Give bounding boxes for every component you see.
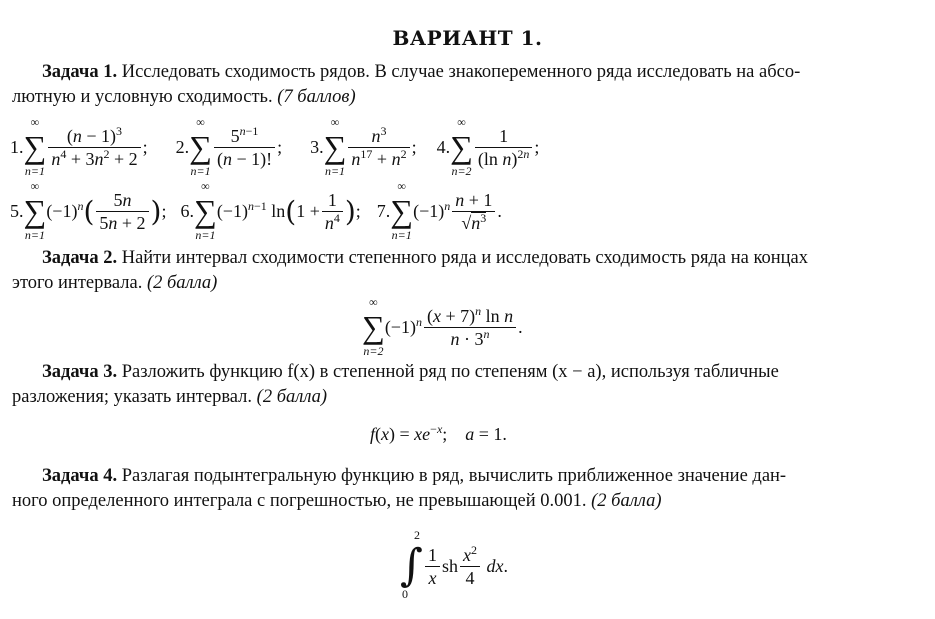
task3-line1: Разложить функцию f(x) в степенной ряд по степеням (x − a), используя табличные <box>121 362 779 382</box>
sum-symbol-7: ∞ ∑ n=1 <box>390 179 414 242</box>
task4-text <box>12 464 917 514</box>
task2-formula: ∞ ∑ n=2 $(-1)^n$ $\frac{(x + 7)^n \ln n}{n \cdot 3^n}$ . <box>362 295 523 358</box>
sum-symbol-2: ∞ ∑ n=1 <box>189 115 212 178</box>
task2-line1: Найти интервал сходимости степенного ряда и исследовать сходимость ряда на концах <box>121 248 809 268</box>
task2-line2: этого интервала. <box>12 273 143 293</box>
fraction-7: $\frac{n + 1}{√n^3}$ <box>452 189 495 234</box>
fraction-5: $\frac{5n}{5n + 2}$ <box>96 189 148 234</box>
sum-symbol-1: ∞ ∑ n=1 <box>23 115 47 178</box>
task1-line1: Исследовать сходимость рядов. В случае знакопеременного ряда исследовать на абсо- <box>121 62 801 82</box>
fraction-3: $\frac{n^3}{n^{17} + n^2}$ <box>348 125 409 170</box>
item-3-number: 3. <box>310 136 324 157</box>
task3-text <box>12 360 917 410</box>
sum-symbol-task2: ∞ ∑ n=2 <box>362 295 385 358</box>
fraction-4: $\frac{1}{(\ln n)^{2n}}$ <box>475 125 533 170</box>
task4-line2: ного определенного интеграла с погрешностью, не превышающей 0.001. <box>12 491 587 511</box>
task3-formula: $f(x) = xe^{-x}$; a = 1. <box>370 422 507 444</box>
fraction-x2-over-4: $\frac{x^2}{4}$ <box>460 544 480 589</box>
sum-symbol-3: ∞ ∑ n=1 <box>323 115 347 178</box>
task4-points: (2 балла) <box>591 491 662 511</box>
fraction-1: $\frac{(n - 1)^3}{n^4 + 3n^2 + 2}$ <box>48 125 140 170</box>
task2-points: (2 балла) <box>146 273 218 293</box>
integral-symbol: 2 ∫ 0 <box>400 528 423 601</box>
fraction-6: $\frac{1}{n^4}$ <box>322 189 343 234</box>
fraction-2: $\frac{5^{n-1}}{(n - 1)!}$ <box>214 125 275 170</box>
fraction-1-over-x: $\frac{1}{x}$ <box>425 544 440 589</box>
sum-symbol-5: ∞ ∑ n=1 <box>23 179 47 242</box>
task2-label: Задача 2. <box>42 248 118 268</box>
item-2-number: 2. <box>175 136 190 157</box>
task3-label: Задача 3. <box>42 362 118 382</box>
task2-text <box>12 246 917 296</box>
task1-text <box>12 60 917 110</box>
item-4-number: 4. <box>436 136 451 157</box>
sum-symbol-6: ∞ ∑ n=1 <box>194 179 217 242</box>
item-1-number: 1. <box>10 136 24 157</box>
variant-title: ВАРИАНТ 1. <box>392 26 543 50</box>
item-5-number: 5. <box>10 200 24 221</box>
task3-points: (2 балла) <box>256 387 328 407</box>
task1-formulas-row2: 5. ∞ ∑ n=1 $(-1)^n$ ( $\frac{5n}{5n + 2}$ ) ; 6. ∞ ∑ n=1 $(-1)^{n-1}$ ln ( 1 + $\frac{1}{n^4}$ ) ; 7. ∞ ∑ n=1 $(-1)^n$ $\frac{n + 1}{√n^3}$ . <box>10 179 502 242</box>
task3-line2: разложения; указать интервал. <box>12 387 253 407</box>
task1-formulas-row1: 1. ∞ ∑ n=1 $\frac{(n - 1)^3}{n^4 + 3n^2 + 2}$ ; 2. ∞ ∑ n=1 $\frac{5^{n-1}}{(n - 1)!}$ ; 3. ∞ ∑ n=1 $\frac{n^3}{n^{17} + n^2}$ ; 4. ∞ ∑ n=2 $\frac{1}{(\ln n)^{2n}}$ ; <box>10 115 540 178</box>
task4-label: Задача 4. <box>42 466 118 486</box>
item-7-number: 7. <box>376 200 391 221</box>
task4-line1: Разлагая подынтегральную функцию в ряд, вычислить приближенное значение дан- <box>121 466 787 486</box>
sum-symbol-4: ∞ ∑ n=2 <box>450 115 473 178</box>
task1-points: (7 баллов) <box>277 87 356 107</box>
task1-label: Задача 1. <box>42 62 118 82</box>
fraction-task2: $\frac{(x + 7)^n \ln n}{n \cdot 3^n}$ <box>424 305 516 350</box>
item-6-number: 6. <box>180 200 194 221</box>
task4-formula: 2 ∫ 0 $\frac{1}{x}$ sh $\frac{x^2}{4}$ dx. <box>400 528 508 601</box>
task1-line2: лютную и условную сходимость. <box>12 87 273 107</box>
